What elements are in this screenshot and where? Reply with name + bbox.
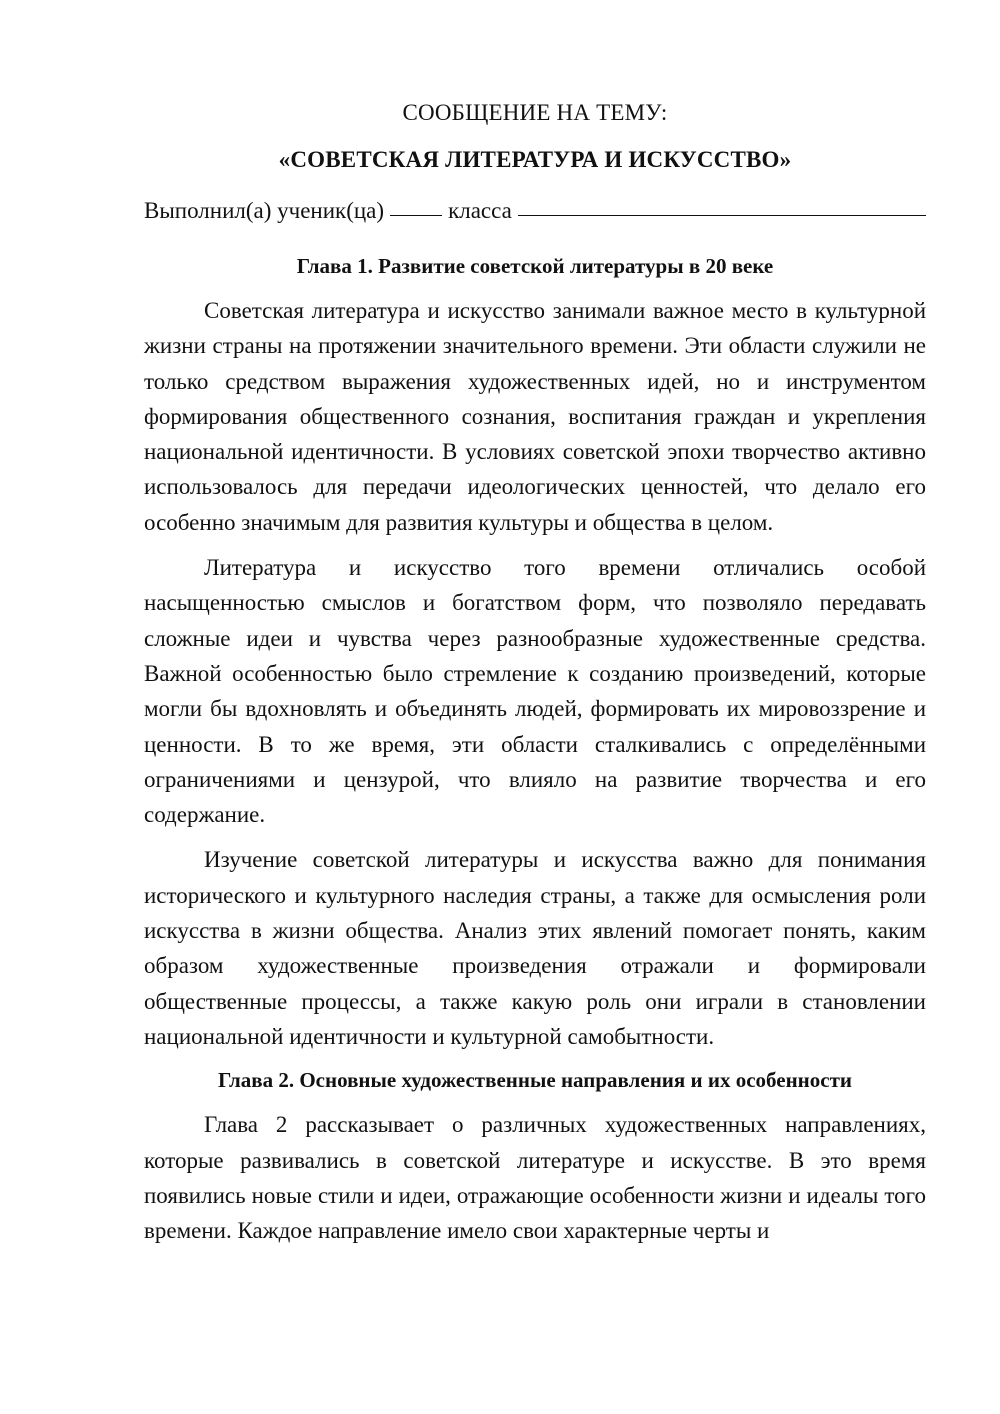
author-label: Выполнил(а) ученик(ца)	[144, 198, 385, 223]
author-line	[144, 194, 926, 228]
grade-blank	[390, 193, 442, 216]
title-line-2: «СОВЕТСКАЯ ЛИТЕРАТУРА И ИСКУССТВО»	[278, 147, 792, 172]
class-label: класса	[448, 198, 512, 223]
chapter-1-heading: Глава 1. Развитие советской литературы в 20 веке	[296, 254, 774, 278]
chapter-2-paragraph-1: Глава 2 рассказывает о различных художественных направлениях, которые развивались в советской литературе и искусстве. В это время появились новые стили и идеи, отражающие особенности жизни и идеалы того времени. Каждое направление имело свои характерные черты и	[144, 1112, 926, 1244]
name-blank	[518, 193, 926, 216]
chapter-2-heading: Глава 2. Основные художественные направления и их особенности	[217, 1068, 853, 1093]
chapter-1-paragraph-2: Литература и искусство того времени отличались особой насыщенностью смыслов и богатством форм, что позволяло передавать сложные идеи и чувства через разнообразные художественные средства. Важной особенностью было стремление к созданию произведений, которые могли бы вдохновлять и объединять людей, формировать их мировоззрение и ценности. В то же время, эти области сталкивались с определёнными ограничениями и цензурой, что влияло на развитие творчества и его содержание.	[144, 555, 926, 828]
chapter-1-paragraph-1: Советская литература и искусство занимали важное место в культурной жизни страны на протяжении значительного времени. Эти области служили не только средством выражения художественных идей, но и инструментом формирования общественного сознания, воспитания граждан и укрепления национальной идентичности. В условиях советской эпохи творчество активно использовалось для передачи идеологических ценностей, что делало его особенно значимым для развития культуры и общества в целом.	[144, 298, 926, 535]
chapter-1-paragraph-3: Изучение советской литературы и искусства важно для понимания исторического и культурного наследия страны, а также для осмысления роли искусства в жизни общества. Анализ этих явлений помогает понять, каким образом художественные произведения отражали и формировали общественные процессы, а также какую роль они играли в становлении национальной идентичности и культурной самобытности.	[144, 847, 926, 1049]
title-line-1: СООБЩЕНИЕ НА ТЕМУ:	[402, 100, 668, 125]
